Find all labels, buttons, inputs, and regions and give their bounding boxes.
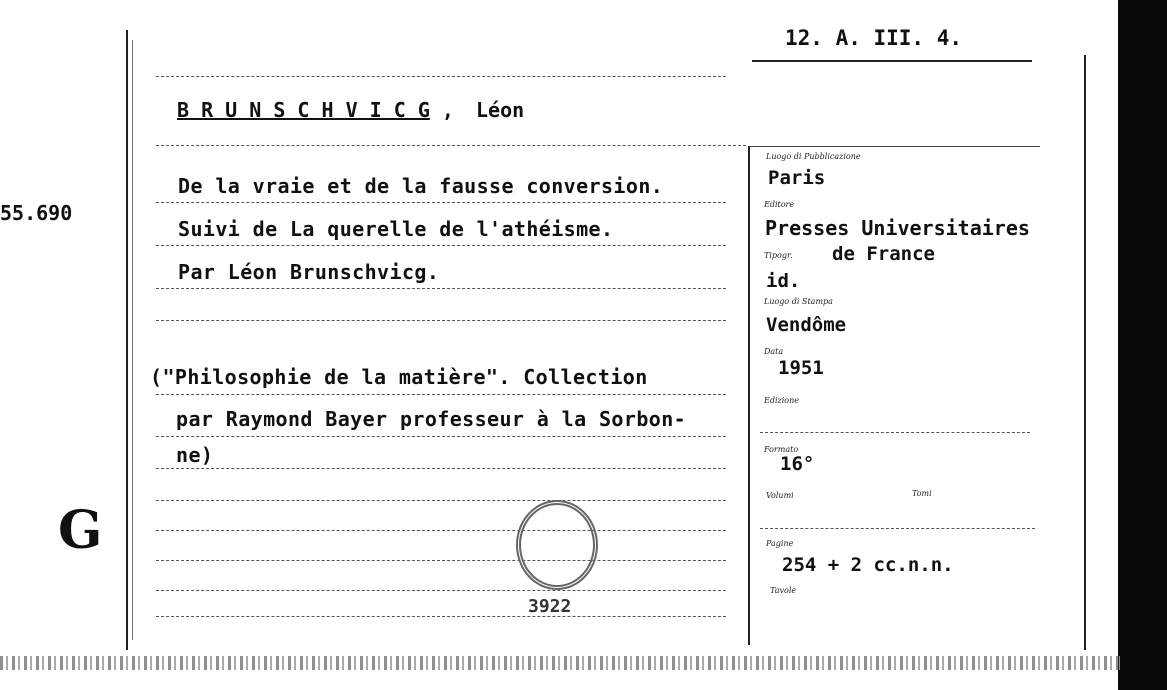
place-value: Paris	[768, 167, 826, 189]
date-label: Data	[764, 347, 784, 356]
blank-rule-3	[156, 530, 726, 532]
publisher-value-2: de France	[832, 243, 935, 265]
printer-value: id.	[766, 270, 801, 292]
pages-value: 254 + 2 cc.n.n.	[782, 554, 954, 576]
title-line-2: Suivi de La querelle de l'athéisme.	[178, 217, 614, 241]
stamp-number: 3922	[528, 596, 572, 617]
title-rule-2	[156, 245, 726, 247]
publisher-value-1: Presses Universitaires	[765, 216, 1030, 240]
margin-letter: G	[58, 500, 103, 561]
card-left-border	[126, 30, 128, 650]
margin-number: 55.690	[0, 201, 73, 225]
shelfmark-underline	[752, 60, 1032, 62]
tomes-label: Tomi	[912, 489, 932, 498]
title-rule-3	[156, 288, 726, 290]
series-rule-3	[156, 468, 726, 470]
volumes-rule	[760, 528, 1035, 530]
shelfmark: 12. A. III. 4.	[785, 26, 963, 50]
pages-label: Pagine	[766, 539, 794, 548]
series-line-2: par Raymond Bayer professeur à la Sorbon-	[176, 407, 687, 431]
scan-dark-edge	[1118, 0, 1167, 690]
series-rule-2	[156, 436, 726, 438]
plates-label: Tavole	[770, 586, 797, 595]
author-surname: B R U N S C H V I C G	[177, 98, 430, 122]
place-label: Luogo di Pubblicazione	[766, 152, 861, 161]
series-line-3: ne)	[176, 443, 214, 467]
author-rule	[156, 145, 746, 147]
format-value: 16°	[780, 453, 815, 475]
publisher-label: Editore	[764, 200, 795, 209]
edition-rule	[760, 432, 1030, 434]
printer-label: Tipogr.	[764, 251, 793, 260]
volumes-label: Volumi	[766, 491, 794, 500]
card-right-border	[1084, 55, 1086, 650]
format-label: Formato	[764, 445, 799, 454]
blank-rule-5	[156, 590, 726, 592]
scan-bottom-noise	[0, 656, 1120, 670]
card-left-border-inner	[132, 40, 133, 640]
series-line-1: ("Philosophie de la matière". Collection	[150, 365, 648, 389]
blank-rule-4	[156, 560, 726, 562]
title-line-1: De la vraie et de la fausse conversion.	[178, 174, 664, 198]
author-given-name: Léon	[476, 98, 525, 122]
blank-rule-2	[156, 500, 726, 502]
header-rule	[156, 76, 726, 78]
date-value: 1951	[778, 357, 824, 379]
author-heading	[177, 98, 524, 122]
title-line-3: Par Léon Brunschvicg.	[178, 260, 440, 284]
library-stamp	[516, 500, 598, 590]
title-rule-1	[156, 202, 726, 204]
blank-rule-6	[156, 616, 726, 618]
author-separator: ,	[441, 98, 454, 122]
print-place-value: Vendôme	[766, 314, 847, 336]
edition-label: Edizione	[764, 396, 799, 405]
blank-rule-1	[156, 320, 726, 322]
print-place-label: Luogo di Stampa	[764, 297, 833, 306]
series-rule-1	[156, 394, 726, 396]
